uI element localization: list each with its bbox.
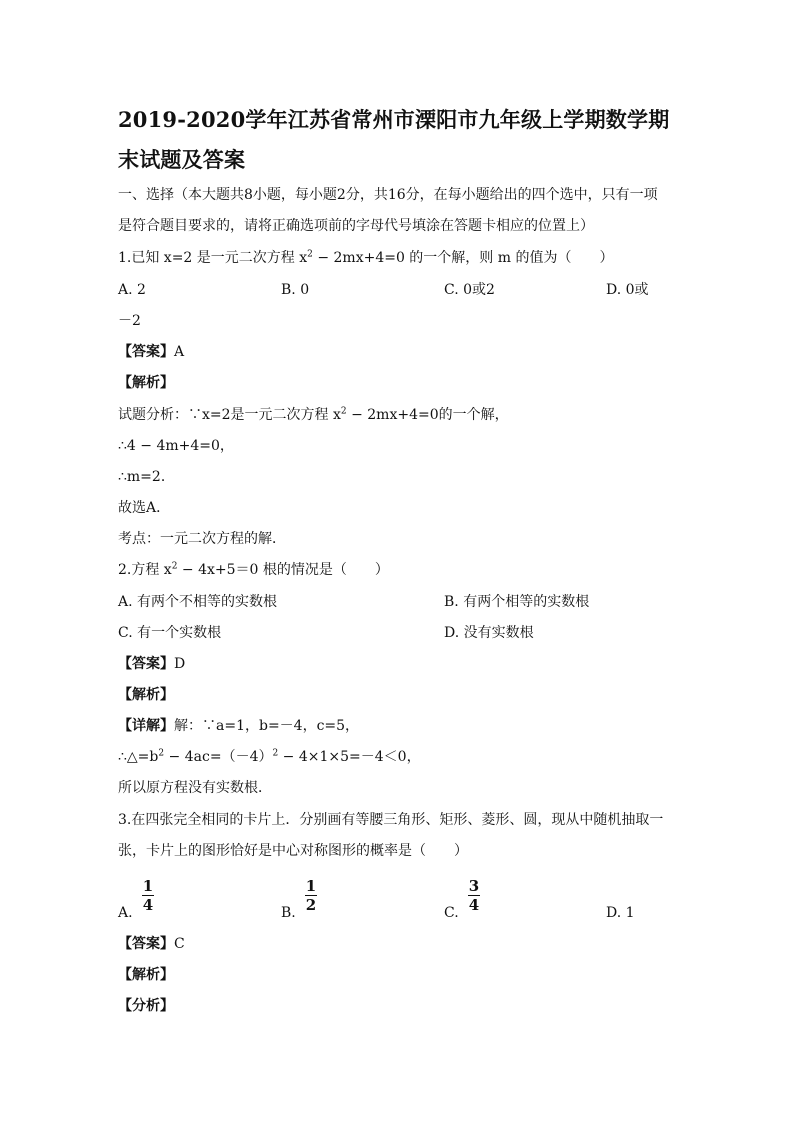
- q2-analysis-tag: 【解析】: [118, 687, 174, 703]
- q3-option-b-denominator: 2: [305, 896, 317, 914]
- q1-stem: [118, 248, 614, 268]
- q2-stem-pre: 2.方程 x: [118, 562, 172, 578]
- q2-detail2: [118, 747, 421, 767]
- q1-option-a: A. 2: [118, 282, 146, 298]
- q1-answer-value: A: [174, 344, 185, 360]
- q3-option-a-numerator: 1: [142, 877, 154, 895]
- q1-step1: [118, 405, 509, 425]
- q3-answer-value: C: [174, 936, 185, 952]
- q3-option-a-label: A.: [118, 905, 133, 921]
- q3-option-a-fraction: [142, 878, 154, 913]
- q2-stem-post: − 4x+5＝0 根的情况是（ ）: [177, 562, 389, 578]
- q2-detail1: [118, 716, 359, 736]
- q3-answer: [118, 934, 185, 954]
- q1-option-b: B. 0: [281, 282, 310, 298]
- q2-stem: [118, 560, 389, 580]
- q1-step5: 考点：一元二次方程的解．: [118, 531, 286, 547]
- q2-detail2-sup1: 2: [158, 748, 165, 759]
- q2-detail2-post: − 4×1×5=－4＜0，: [278, 749, 421, 765]
- q3-option-b-label: B.: [281, 905, 296, 921]
- q1-option-d-cont: －2: [118, 313, 141, 329]
- q1-stem-sup: 2: [307, 249, 313, 260]
- q1-step2: ∴4 − 4m+4=0，: [118, 438, 234, 454]
- q2-option-d: D. 没有实数根: [444, 625, 534, 641]
- q1-stem-post: − 2mx+4=0 的一个解，则 m 的值为（ ）: [312, 250, 614, 266]
- section-instructions-line1: 一、选择（本大题共8小题，每小题2分，共16分，在每小题给出的四个选中，只有一项: [118, 187, 658, 203]
- q3-option-c-numerator: 3: [468, 877, 480, 895]
- q3-option-b-fraction: [305, 878, 317, 913]
- answer-tag: 【答案】: [118, 656, 174, 672]
- q3-fenxi-tag: 【分析】: [118, 998, 174, 1014]
- q3-stem-line1: 3.在四张完全相同的卡片上．分别画有等腰三角形、矩形、菱形、圆，现从中随机抽取一: [118, 812, 664, 828]
- q1-answer: [118, 342, 184, 362]
- q1-step1-pre: 试题分析：∵x=2是一元二次方程 x: [118, 407, 341, 423]
- q2-detail2-mid: − 4ac=（－4）: [164, 749, 273, 765]
- q3-option-c-fraction: [468, 878, 480, 913]
- q1-option-c: C. 0或2: [444, 282, 495, 298]
- q3-analysis-tag: 【解析】: [118, 967, 174, 983]
- q2-answer: [118, 654, 185, 674]
- q3-option-b-numerator: 1: [305, 877, 317, 895]
- q2-answer-value: D: [174, 656, 186, 672]
- section-instructions-line2: 是符合题目要求的，请将正确选项前的字母代号填涂在答题卡相应的位置上）: [118, 218, 594, 234]
- q2-option-c: C. 有一个实数根: [118, 625, 222, 641]
- answer-tag: 【答案】: [118, 936, 174, 952]
- document-title: 2019-2020学年江苏省常州市溧阳市九年级上学期数学期末试题及答案: [118, 107, 670, 172]
- q3-stem-line2: 张，卡片上的图形恰好是中心对称图形的概率是（ ）: [118, 843, 468, 859]
- q3-option-c-label: C.: [444, 905, 459, 921]
- q1-step3: ∴m=2．: [118, 469, 175, 485]
- q2-detail1-text: 解：∵a=1，b=－4，c=5，: [174, 718, 360, 734]
- q2-detail2-pre: ∴△=b: [118, 749, 159, 765]
- q1-stem-pre: 1.已知 x=2 是一元二次方程 x: [118, 250, 308, 266]
- q3-option-c-denominator: 4: [468, 896, 480, 914]
- q1-step1-post: − 2mx+4=0的一个解，: [346, 407, 509, 423]
- q1-step1-sup: 2: [340, 406, 347, 417]
- q2-option-a: A. 有两个不相等的实数根: [118, 594, 278, 610]
- q1-option-d: D. 0或: [606, 282, 649, 298]
- q1-step4: 故选A．: [118, 500, 171, 516]
- q2-detail2-sup2: 2: [272, 748, 279, 759]
- q2-detail3: 所以原方程没有实数根．: [118, 780, 272, 796]
- answer-tag: 【答案】: [118, 344, 174, 360]
- q1-analysis-tag: 【解析】: [118, 375, 174, 391]
- q3-option-d: D. 1: [606, 905, 635, 921]
- q3-option-a-denominator: 4: [142, 896, 154, 914]
- q2-stem-sup: 2: [171, 561, 178, 572]
- q2-option-b: B. 有两个相等的实数根: [444, 594, 590, 610]
- detail-tag: 【详解】: [118, 718, 174, 734]
